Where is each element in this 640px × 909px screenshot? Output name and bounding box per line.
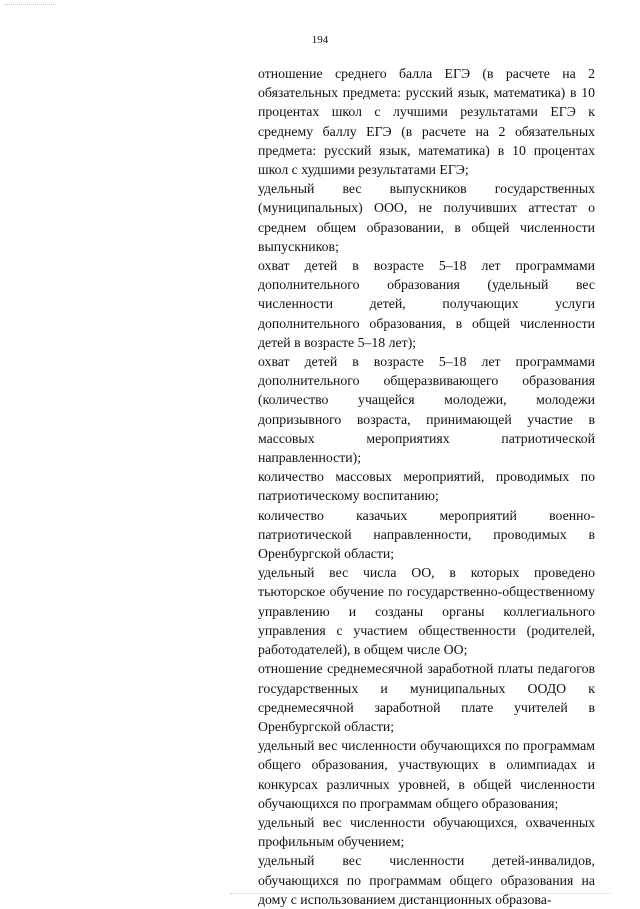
- scan-artifact-bottom: [230, 893, 610, 896]
- paragraph-olympiad-participation: удельный вес численности обучающихся по программам общего образования, участвующих в олимпиадах и конкурсах различных уровней, в общей численности обучающихся по программам общего образования;: [258, 738, 595, 811]
- paragraph-graduates-no-certificate: удельный вес выпускников государственных (муниципальных) ООО, не получивших аттестат о среднем общем образовании, в общей численности выпускников;: [258, 181, 595, 254]
- paragraph-tutor-training: удельный вес числа ОО, в которых проведено тьюторское обучение по государственно-общественному управлению и созданы органы коллегиального управления с участием общественности (родителей, работодателей), в общем числе ОО;: [258, 565, 595, 658]
- paragraph-cossack-events: количество казачьих мероприятий военно-патриотической направленности, проводимых в Оренбургской области;: [258, 507, 595, 562]
- document-body: [258, 64, 595, 909]
- paragraph-additional-education-coverage: охват детей в возрасте 5–18 лет программами дополнительного образования (удельный вес численности детей, получающих услуги дополнительного образования, в общей численности детей в возрасте 5–18 лет);: [258, 258, 595, 350]
- paragraph-patriotic-events: количество массовых мероприятий, проводимых по патриотическому воспитанию;: [258, 469, 595, 504]
- paragraph-general-development-coverage: охват детей в возрасте 5–18 лет программами дополнительного общеразвивающего образования (количество учащейся молодежи, молодежи допризывного возраста, принимающей участие в массовых мероприятиях патриотической направленности);: [258, 354, 595, 466]
- paragraph-teacher-salary-ratio: отношение среднемесячной заработной платы педагогов государственных и муниципальных ООДО к среднемесячной заработной плате учителей в Оренбургской области;: [258, 661, 595, 734]
- paragraph-egе-ratio: отношение среднего балла ЕГЭ (в расчете на 2 обязательных предмета: русский язык, математика) в 10 процентах школ с лучшими результатами ЕГЭ к среднему баллу ЕГЭ (в расчете на 2 обязательных предмета: русский язык, математика) в 10 процентах школ с худшими результатами ЕГЭ;: [258, 66, 595, 178]
- paragraph-disabled-children-distance: удельный вес численности детей-инвалидов, обучающихся по программам общего образования на дому с использованием дистанционных образова-: [258, 853, 595, 907]
- page-number: 194: [311, 34, 329, 46]
- scan-artifact-top: [4, 4, 56, 7]
- paragraph-profile-education: удельный вес численности обучающихся, охваченных профильным обучением;: [258, 814, 595, 850]
